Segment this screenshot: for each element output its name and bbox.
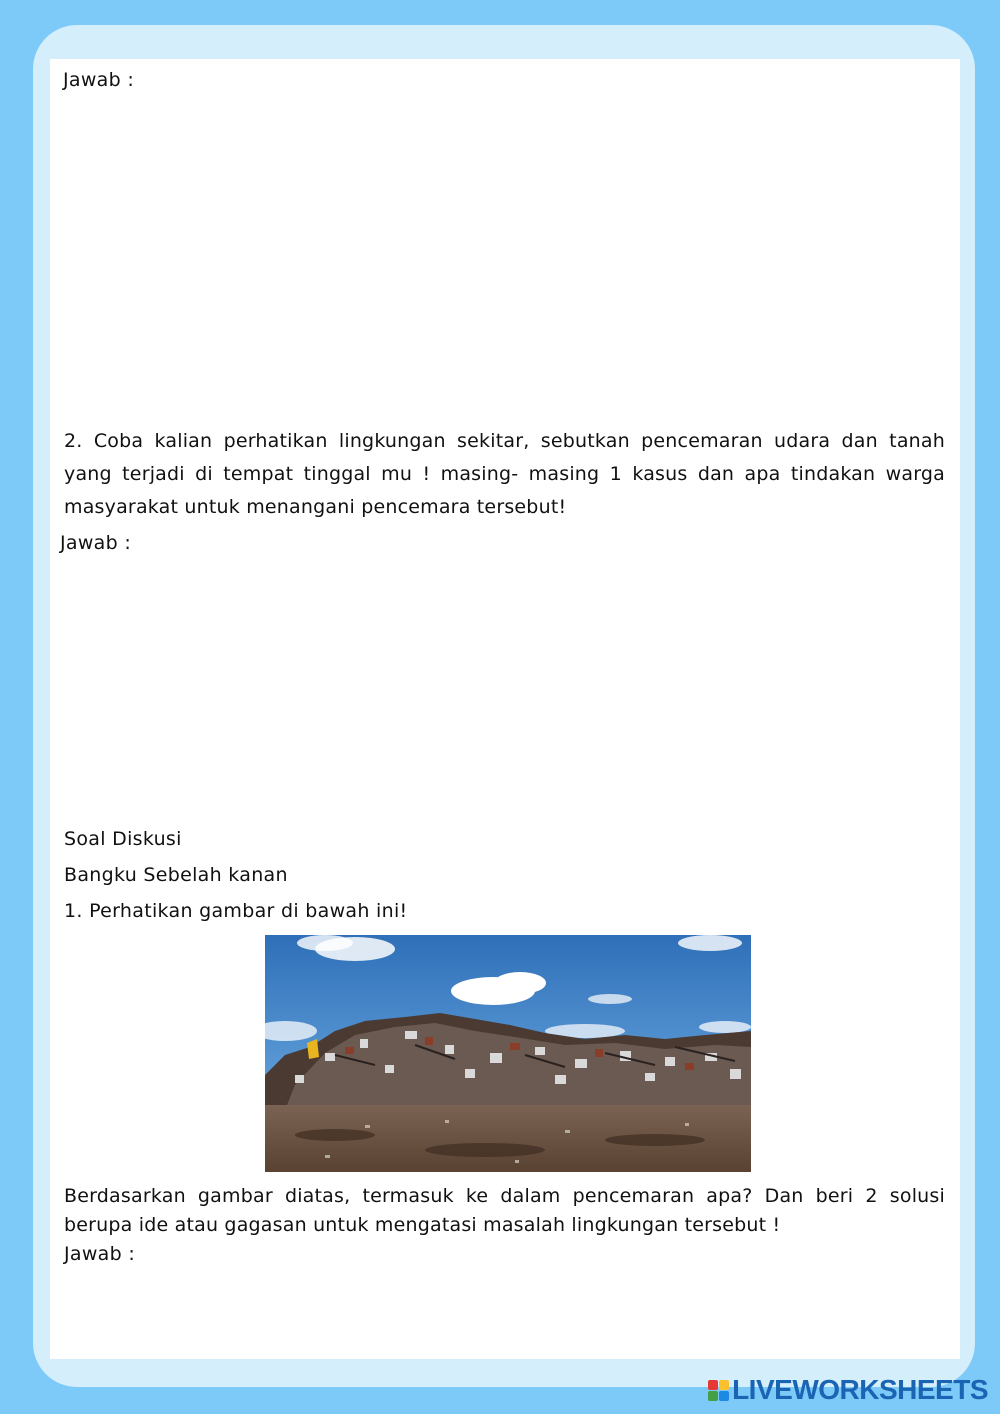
answer-label-1: Jawab : [63,69,135,91]
landfill-photo [265,935,751,1172]
question-2: 2. Coba kalian perhatikan lingkungan sekitar, sebutkan pencemaran udara dan tanah yang terjadi di tempat tinggal mu ! masing- masing 1 kasus dan apa tindakan warga masyarakat untuk menangani pencemara tersebut! [64,430,945,518]
liveworksheets-logo [708,1376,988,1404]
answer-label-3: Jawab : [64,1243,136,1265]
answer-label-2: Jawab : [60,532,132,554]
section-subtitle: Bangku Sebelah kanan [64,864,288,886]
logo-mark-icon [708,1380,729,1401]
logo-text: LIVEWORKSHEETS [732,1374,988,1405]
question-3: Berdasarkan gambar diatas, termasuk ke dalam pencemaran apa? Dan beri 2 solusi berupa ide atau gagasan untuk mengatasi masalah lingkungan tersebut ! [64,1185,945,1236]
section-title: Soal Diskusi [64,828,182,850]
item-1: 1. Perhatikan gambar di bawah ini! [64,900,408,922]
